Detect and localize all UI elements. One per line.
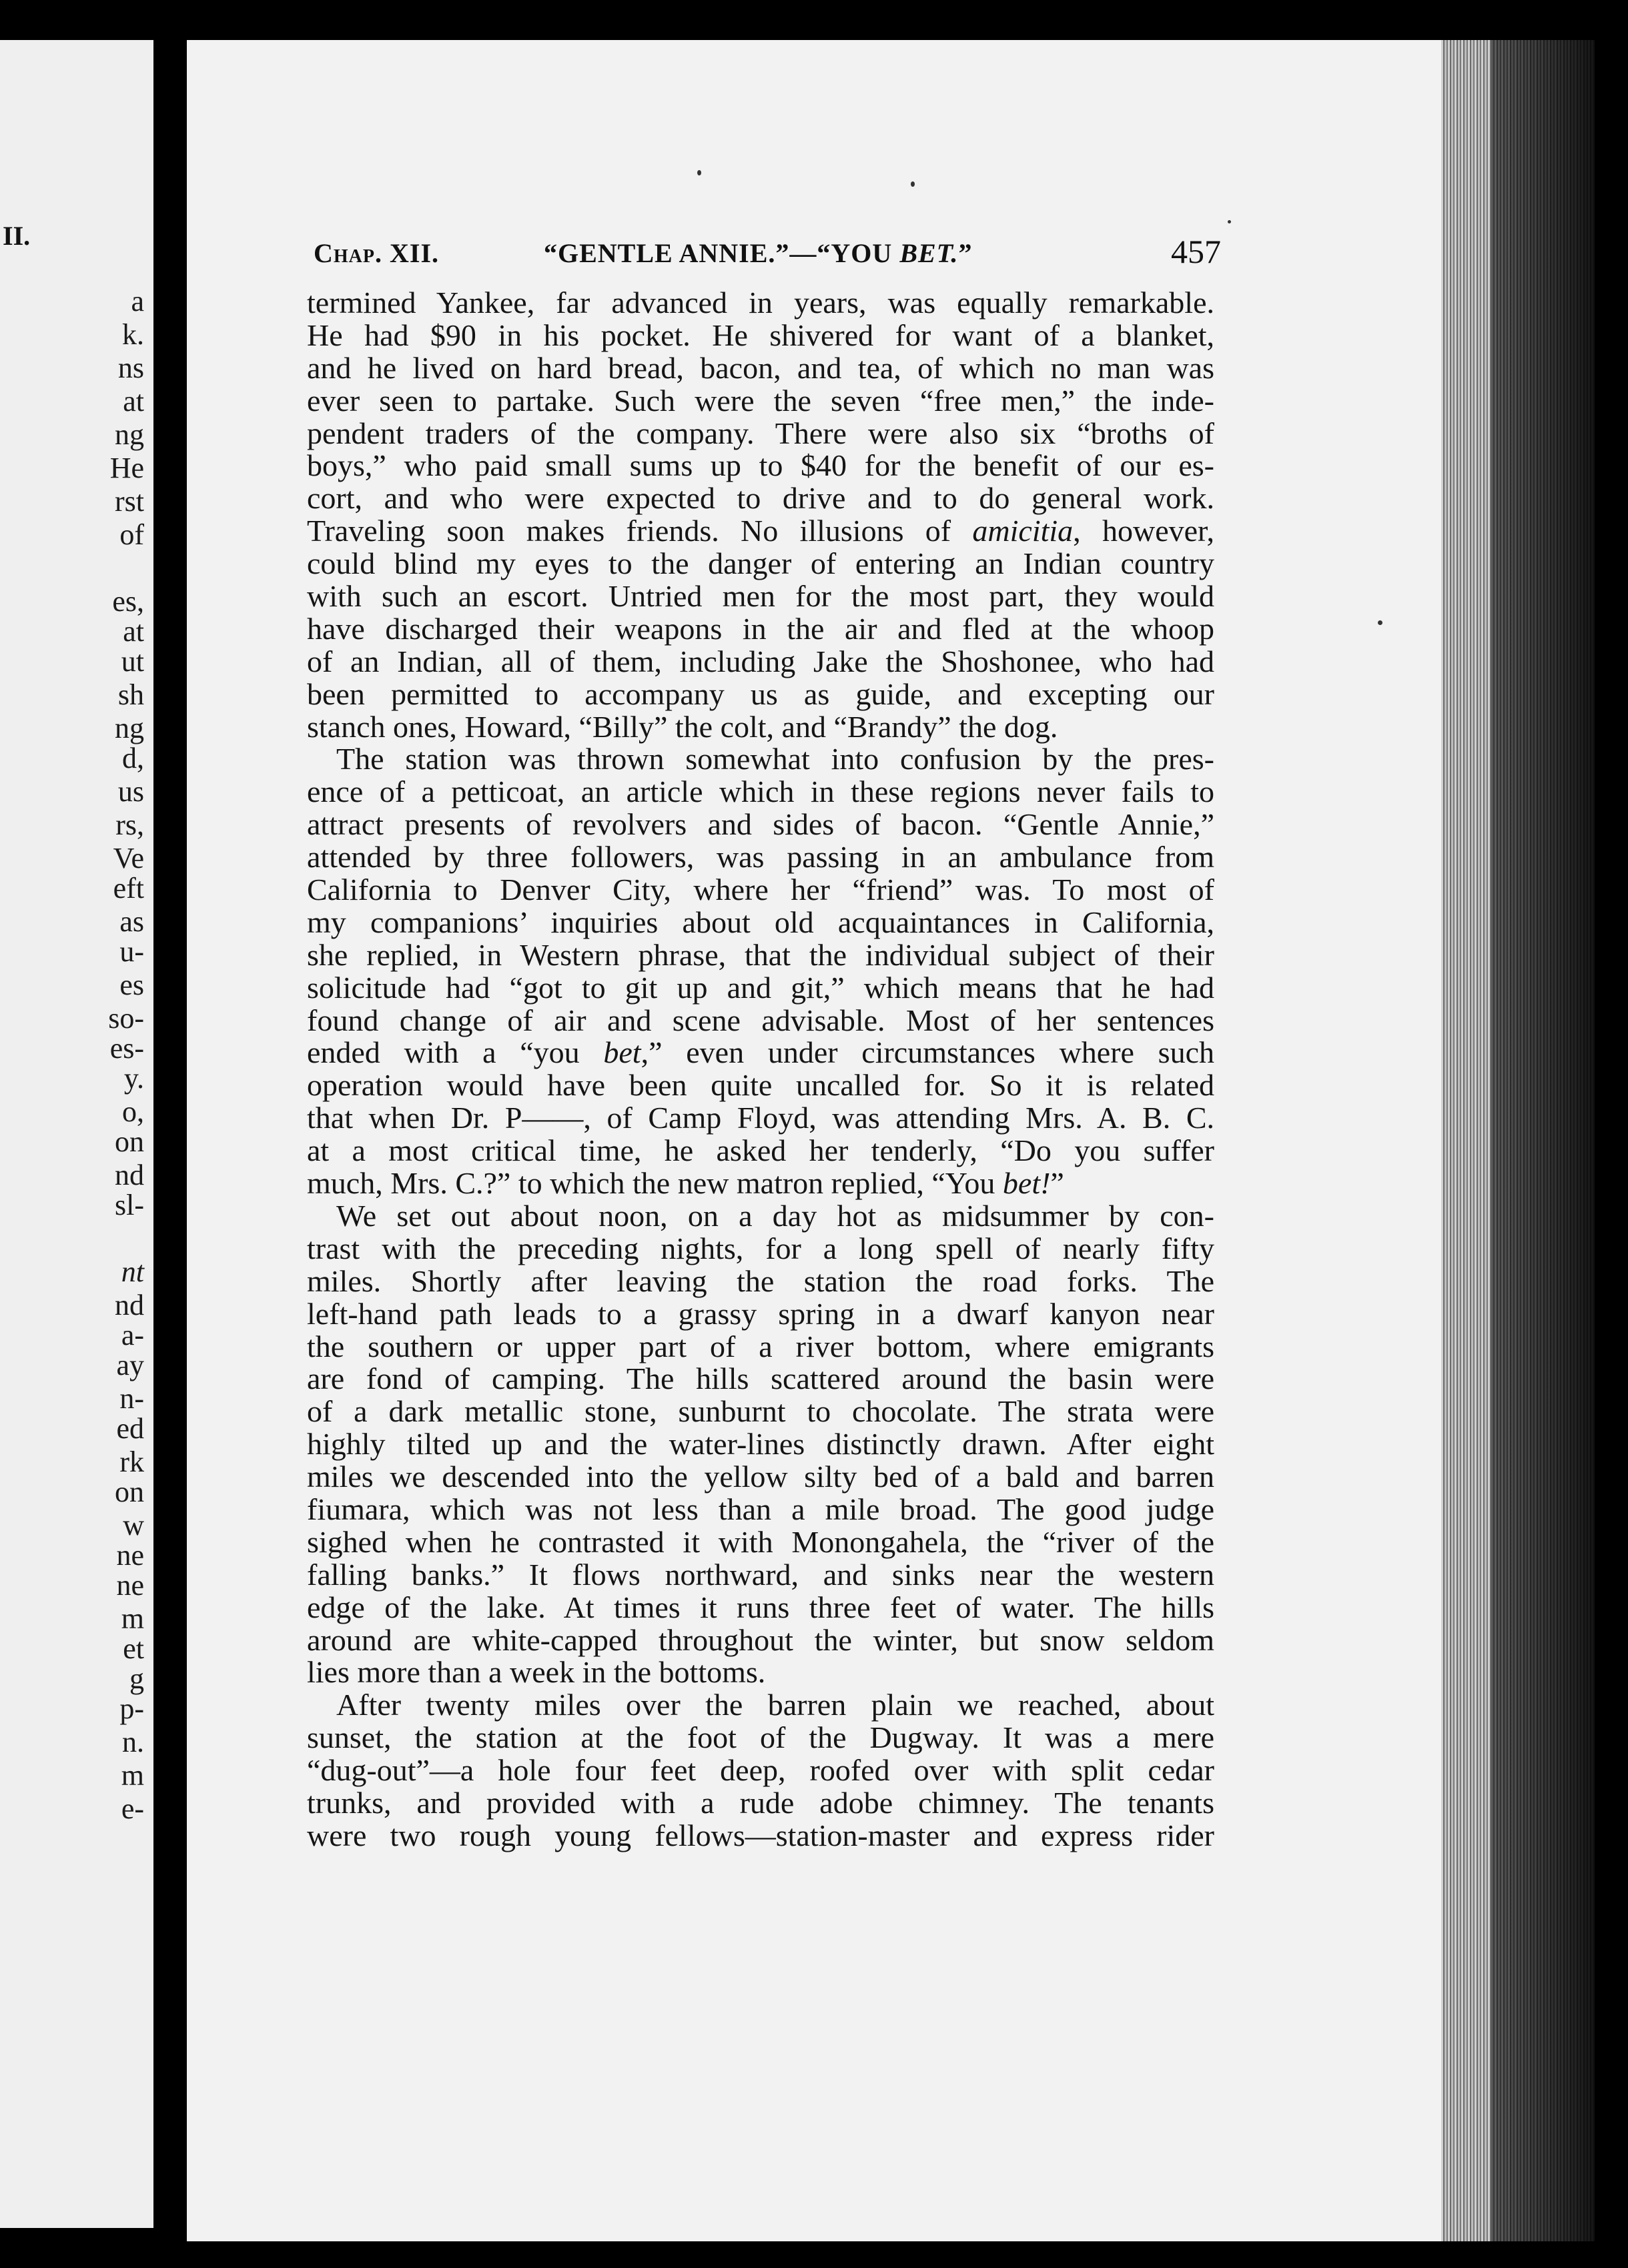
previous-page-fragment: d,: [122, 742, 144, 774]
previous-page-fragment: k.: [122, 318, 144, 351]
previous-page-fragment: Ve: [113, 842, 144, 875]
text-line: operation would have been quite uncalled for. So it is related: [307, 1068, 1214, 1103]
text-line: attended by three followers, was passing in an ambulance from: [307, 840, 1214, 875]
previous-page-fragment: ng: [115, 418, 144, 451]
previous-page-fragment: rk: [119, 1446, 144, 1478]
previous-page-fragment: nt: [121, 1255, 144, 1288]
text-line: with such an escort. Untried men for the most part, they would: [307, 579, 1214, 614]
previous-page-fragment: e-: [121, 1792, 144, 1825]
previous-page-fragment: us: [117, 775, 144, 808]
running-title-italic: BET.: [899, 238, 959, 268]
text-line: the southern or upper part of a river bottom, where emigrants: [307, 1329, 1214, 1363]
text-line: [307, 515, 1214, 548]
previous-page-fragment: ut: [121, 645, 144, 678]
previous-page-fragment: et: [123, 1632, 144, 1665]
running-title: [544, 237, 972, 269]
previous-page-fragment: on: [115, 1476, 144, 1508]
previous-page-fragment: at: [123, 615, 144, 648]
previous-page-fragment: so-: [108, 1002, 144, 1035]
text-line: ever seen to partake. Such were the seven “free men,” the inde-: [307, 383, 1214, 418]
text-line: attract presents of revolvers and sides of bacon. “Gentle Annie,”: [307, 807, 1214, 842]
previous-page-edge: [0, 40, 153, 2228]
previous-page-fragment: sh: [117, 678, 144, 711]
previous-page-fragment: es-: [109, 1032, 144, 1065]
text-line: highly tilted up and the water-lines distinctly drawn. After eight: [307, 1427, 1214, 1462]
previous-page-fragment: n.: [122, 1726, 144, 1758]
previous-page-fragment: at: [123, 385, 144, 418]
previous-page-fragment: rs,: [115, 808, 144, 841]
text-line: were two rough young fellows—station-master and express rider: [307, 1818, 1214, 1852]
text-line: cort, and who were expected to drive and to do general work.: [307, 481, 1214, 516]
text-line: We set out about noon, on a day hot as midsummer by con-: [336, 1198, 1214, 1233]
text-line: miles. Shortly after leaving the station the road forks. The: [307, 1263, 1214, 1298]
running-head: [314, 232, 1221, 272]
text-line: at a most critical time, he asked her tenderly, “Do you suffer: [307, 1133, 1214, 1168]
text-line: edge of the lake. At times it runs three feet of water. The hills: [307, 1590, 1214, 1624]
italic-phrase: amicitia: [972, 514, 1074, 548]
page-number: 457: [1171, 233, 1221, 270]
italic-phrase: bet!: [1002, 1166, 1051, 1201]
text-line-segment: ,” even under circumstances where such: [641, 1035, 1214, 1070]
text-line: falling banks.” It flows northward, and sinks near the western: [307, 1557, 1214, 1592]
previous-page-fragment: m: [121, 1602, 144, 1635]
book-gutter: [153, 0, 187, 2268]
text-line: ence of a petticoat, an article which in these regions never fails to: [307, 774, 1214, 809]
previous-page-fragment: es: [119, 969, 144, 1001]
text-line: pendent traders of the company. There were also six “broths of: [307, 416, 1214, 450]
previous-page-fragment: n-: [119, 1382, 144, 1415]
text-line: California to Denver City, where her “friend” was. To most of: [307, 873, 1214, 907]
text-line: been permitted to accompany us as guide, and excepting our: [307, 676, 1214, 711]
previous-page-fragment: es,: [112, 585, 144, 618]
text-line: of a dark metallic stone, sunburnt to chocolate. The strata were: [307, 1394, 1214, 1429]
text-line: boys,” who paid small sums up to $40 for the benefit of our es-: [307, 448, 1214, 483]
previous-page-fragment: sl-: [115, 1189, 144, 1221]
text-line: The station was thrown somewhat into confusion by the pres-: [336, 742, 1214, 776]
previous-page-fragment: on: [115, 1125, 144, 1158]
text-line: stanch ones, Howard, “Billy” the colt, and “Brandy” the dog.: [307, 709, 1058, 744]
previous-page-fragment: u-: [119, 935, 144, 968]
text-line: left-hand path leads to a grassy spring in a dwarf kanyon near: [307, 1296, 1214, 1331]
text-line: are fond of camping. The hills scattered around the basin were: [307, 1361, 1214, 1396]
text-line: fiumara, which was not less than a mile broad. The good judge: [307, 1492, 1214, 1526]
italic-phrase: bet: [603, 1035, 641, 1070]
text-line: around are white-capped throughout the winter, but snow seldom: [307, 1622, 1214, 1657]
text-line: sunset, the station at the foot of the Dugway. It was a mere: [307, 1720, 1214, 1755]
text-line: of an Indian, all of them, including Jake the Shoshonee, who had: [307, 644, 1214, 678]
previous-page-fragment: He: [109, 452, 144, 484]
text-line: my companions’ inquiries about old acquaintances in California,: [307, 905, 1214, 939]
text-line: trunks, and provided with a rude adobe chimney. The tenants: [307, 1785, 1214, 1820]
text-line: she replied, in Western phrase, that the individual subject of their: [307, 937, 1214, 972]
running-title-close: ”: [958, 238, 973, 268]
previous-page-fragment: w: [123, 1509, 144, 1542]
previous-page-fragment: ne: [116, 1539, 144, 1572]
previous-page-fragment: a: [131, 285, 144, 318]
previous-page-fragment: as: [119, 905, 144, 938]
chapter-label: Chap. XII.: [314, 238, 440, 268]
page-stack-shadow: [1491, 40, 1598, 2241]
previous-page-header-fragment: II.: [3, 221, 31, 251]
text-line: have discharged their weapons in the air and fled at the whoop: [307, 611, 1214, 646]
text-line: could blind my eyes to the danger of entering an Indian country: [307, 546, 1214, 581]
text-line: found change of air and scene advisable. Most of her sentences: [307, 1003, 1214, 1037]
previous-page-fragment: ed: [116, 1412, 144, 1445]
previous-page-fragment: nd: [115, 1159, 144, 1191]
text-line: miles we descended into the yellow silty bed of a bald and barren: [307, 1460, 1214, 1494]
previous-page-fragment: ne: [116, 1569, 144, 1602]
previous-page-fragment: y.: [123, 1062, 144, 1095]
previous-page-fragment: rst: [115, 485, 144, 518]
text-line: and he lived on hard bread, bacon, and tea, of which no man was: [307, 350, 1214, 385]
previous-page-fragment: o,: [122, 1095, 144, 1128]
previous-page-fragment: ay: [116, 1349, 144, 1381]
text-line: termined Yankee, far advanced in years, was equally remarkable.: [307, 286, 1214, 320]
text-line-segment: ended with a “you: [307, 1035, 604, 1070]
previous-page-fragment: a-: [121, 1319, 144, 1351]
text-line: sighed when he contrasted it with Monongahela, the “river of the: [307, 1524, 1214, 1559]
text-line: that when Dr. P——, of Camp Floyd, was attending Mrs. A. B. C.: [307, 1101, 1214, 1135]
text-line-segment: Traveling soon makes friends. No illusions of: [307, 514, 973, 548]
previous-page-fragment: ng: [115, 712, 144, 744]
previous-page-fragment: m: [121, 1759, 144, 1792]
text-line: trast with the preceding nights, for a long spell of nearly fifty: [307, 1231, 1214, 1265]
body-text: [307, 287, 1214, 1852]
text-line-segment: ”: [1050, 1166, 1064, 1201]
previous-page-fragment: nd: [115, 1289, 144, 1321]
previous-page-fragment: ns: [117, 352, 144, 384]
text-line: [307, 1037, 1214, 1069]
text-line: solicitude had “got to git up and git,” which means that he had: [307, 970, 1214, 1005]
text-line: lies more than a week in the bottoms.: [307, 1655, 766, 1690]
text-line-segment: , however,: [1073, 514, 1215, 548]
text-line: [307, 1167, 1214, 1200]
text-line-segment: much, Mrs. C.?” to which the new matron replied, “You: [307, 1166, 1003, 1201]
previous-page-fragment: g: [129, 1662, 144, 1695]
previous-page-fragment: of: [119, 518, 144, 551]
previous-page-fragment: p-: [119, 1692, 144, 1725]
running-title-text: “GENTLE ANNIE.”—“YOU: [544, 238, 900, 268]
text-line: He had $90 in his pocket. He shivered for want of a blanket,: [307, 318, 1214, 352]
text-line: After twenty miles over the barren plain we reached, about: [336, 1688, 1214, 1722]
text-line: “dug-out”—a hole four feet deep, roofed over with split cedar: [307, 1753, 1214, 1788]
previous-page-fragment: eft: [113, 872, 144, 905]
